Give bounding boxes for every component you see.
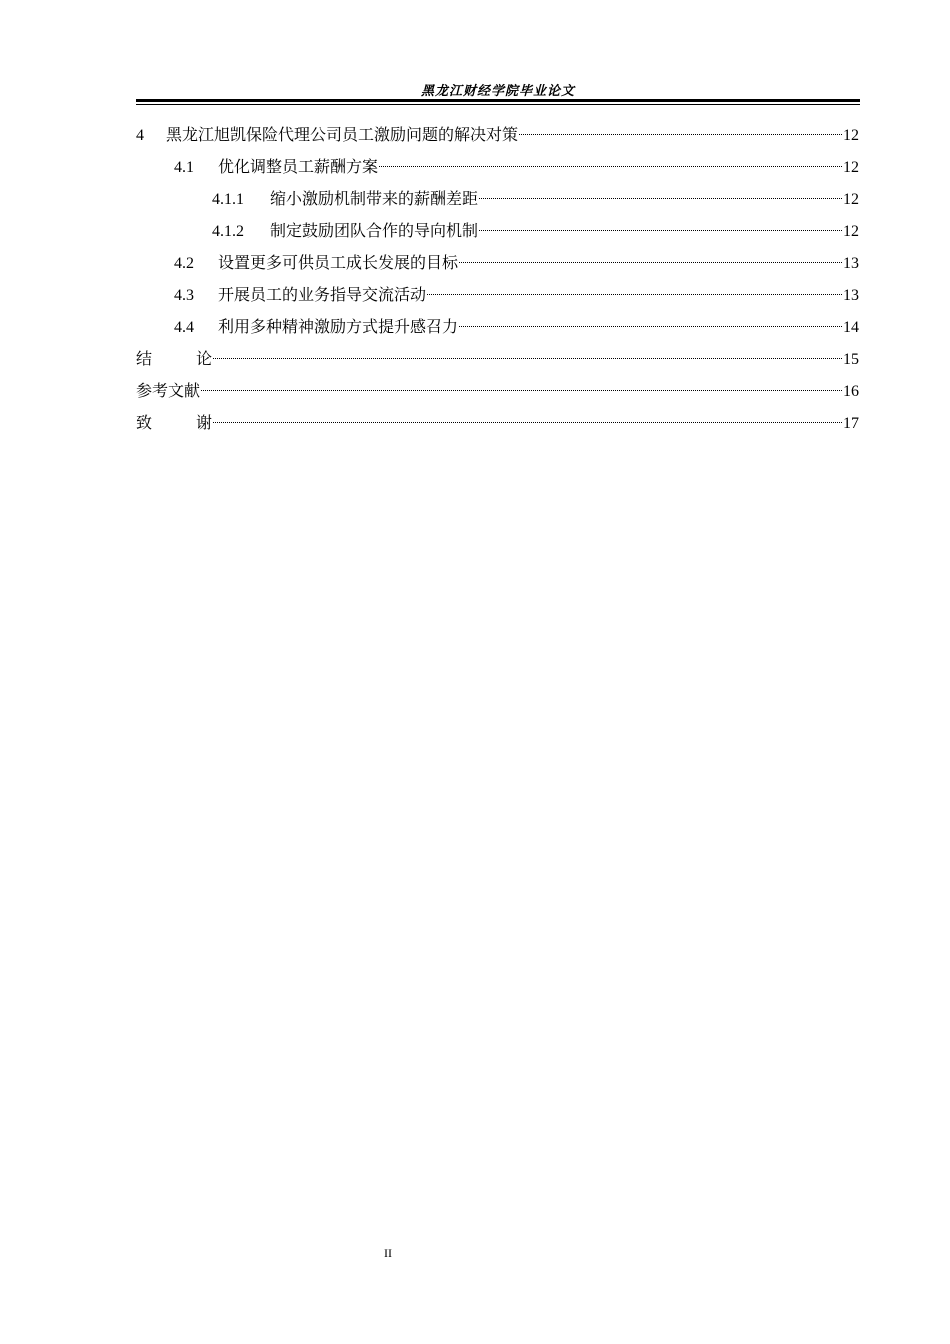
toc-entry-page: 13 bbox=[843, 287, 859, 304]
toc-entry-references[interactable] bbox=[136, 379, 859, 411]
toc-dot-leader bbox=[427, 294, 842, 295]
toc-entry-title: 参考文献 bbox=[136, 381, 201, 400]
toc-dot-leader bbox=[201, 390, 842, 391]
toc-entry-number: 4.1 bbox=[174, 159, 194, 176]
toc-entry-page: 17 bbox=[843, 415, 859, 432]
toc-dot-leader bbox=[519, 134, 842, 135]
toc-entry-title: 开展员工的业务指导交流活动 bbox=[218, 285, 427, 304]
page-number: II bbox=[384, 1246, 392, 1260]
toc-entry-title: 黑龙江旭凯保险代理公司员工激励问题的解决对策 bbox=[166, 125, 519, 144]
toc-entry-4-2[interactable] bbox=[136, 251, 859, 283]
toc-entry-4-3[interactable] bbox=[136, 283, 859, 315]
toc-entry-number: 4.2 bbox=[174, 255, 194, 272]
toc-entry-acknowledgements[interactable] bbox=[136, 411, 859, 443]
toc-dot-leader bbox=[479, 230, 842, 231]
toc-entry-title: 设置更多可供员工成长发展的目标 bbox=[218, 253, 459, 272]
toc-entry-number: 4.1.1 bbox=[212, 191, 244, 208]
toc-entry-conclusion[interactable] bbox=[136, 347, 859, 379]
running-header: 黑龙江财经学院毕业论文 bbox=[420, 84, 575, 99]
toc-entry-page: 12 bbox=[843, 223, 859, 240]
toc-entry-title: 优化调整员工薪酬方案 bbox=[218, 157, 379, 176]
toc-entry-title: 缩小激励机制带来的薪酬差距 bbox=[270, 189, 479, 208]
toc-entry-4-4[interactable] bbox=[136, 315, 859, 347]
toc-dot-leader bbox=[479, 198, 842, 199]
toc-entry-title: 制定鼓励团队合作的导向机制 bbox=[270, 221, 479, 240]
toc-dot-leader bbox=[459, 262, 842, 263]
toc-entry-title: 利用多种精神激励方式提升感召力 bbox=[218, 317, 459, 336]
toc-entry-number: 4.3 bbox=[174, 287, 194, 304]
toc-dot-leader bbox=[379, 166, 842, 167]
toc-entry-page: 12 bbox=[843, 127, 859, 144]
toc-entry-4-1-2[interactable] bbox=[136, 219, 859, 251]
toc-dot-leader bbox=[213, 422, 842, 423]
toc-entry-page: 12 bbox=[843, 159, 859, 176]
toc-dot-leader bbox=[459, 326, 842, 327]
toc-entry-page: 13 bbox=[843, 255, 859, 272]
toc-entry-number: 4 bbox=[136, 127, 144, 144]
toc-entry-4-1-1[interactable] bbox=[136, 187, 859, 219]
toc-entry-4[interactable] bbox=[136, 123, 859, 155]
toc-entry-page: 12 bbox=[843, 191, 859, 208]
toc-dot-leader bbox=[213, 358, 842, 359]
toc-entry-page: 15 bbox=[843, 351, 859, 368]
toc-entry-title: 致谢 bbox=[136, 413, 212, 432]
header-rule-thick bbox=[136, 99, 860, 102]
table-of-contents bbox=[136, 123, 859, 443]
toc-entry-title: 结论 bbox=[136, 349, 212, 368]
toc-entry-number: 4.4 bbox=[174, 319, 194, 336]
header-rule-thin bbox=[136, 104, 860, 105]
toc-entry-page: 16 bbox=[843, 383, 859, 400]
toc-entry-page: 14 bbox=[843, 319, 859, 336]
toc-entry-number: 4.1.2 bbox=[212, 223, 244, 240]
toc-entry-4-1[interactable] bbox=[136, 155, 859, 187]
